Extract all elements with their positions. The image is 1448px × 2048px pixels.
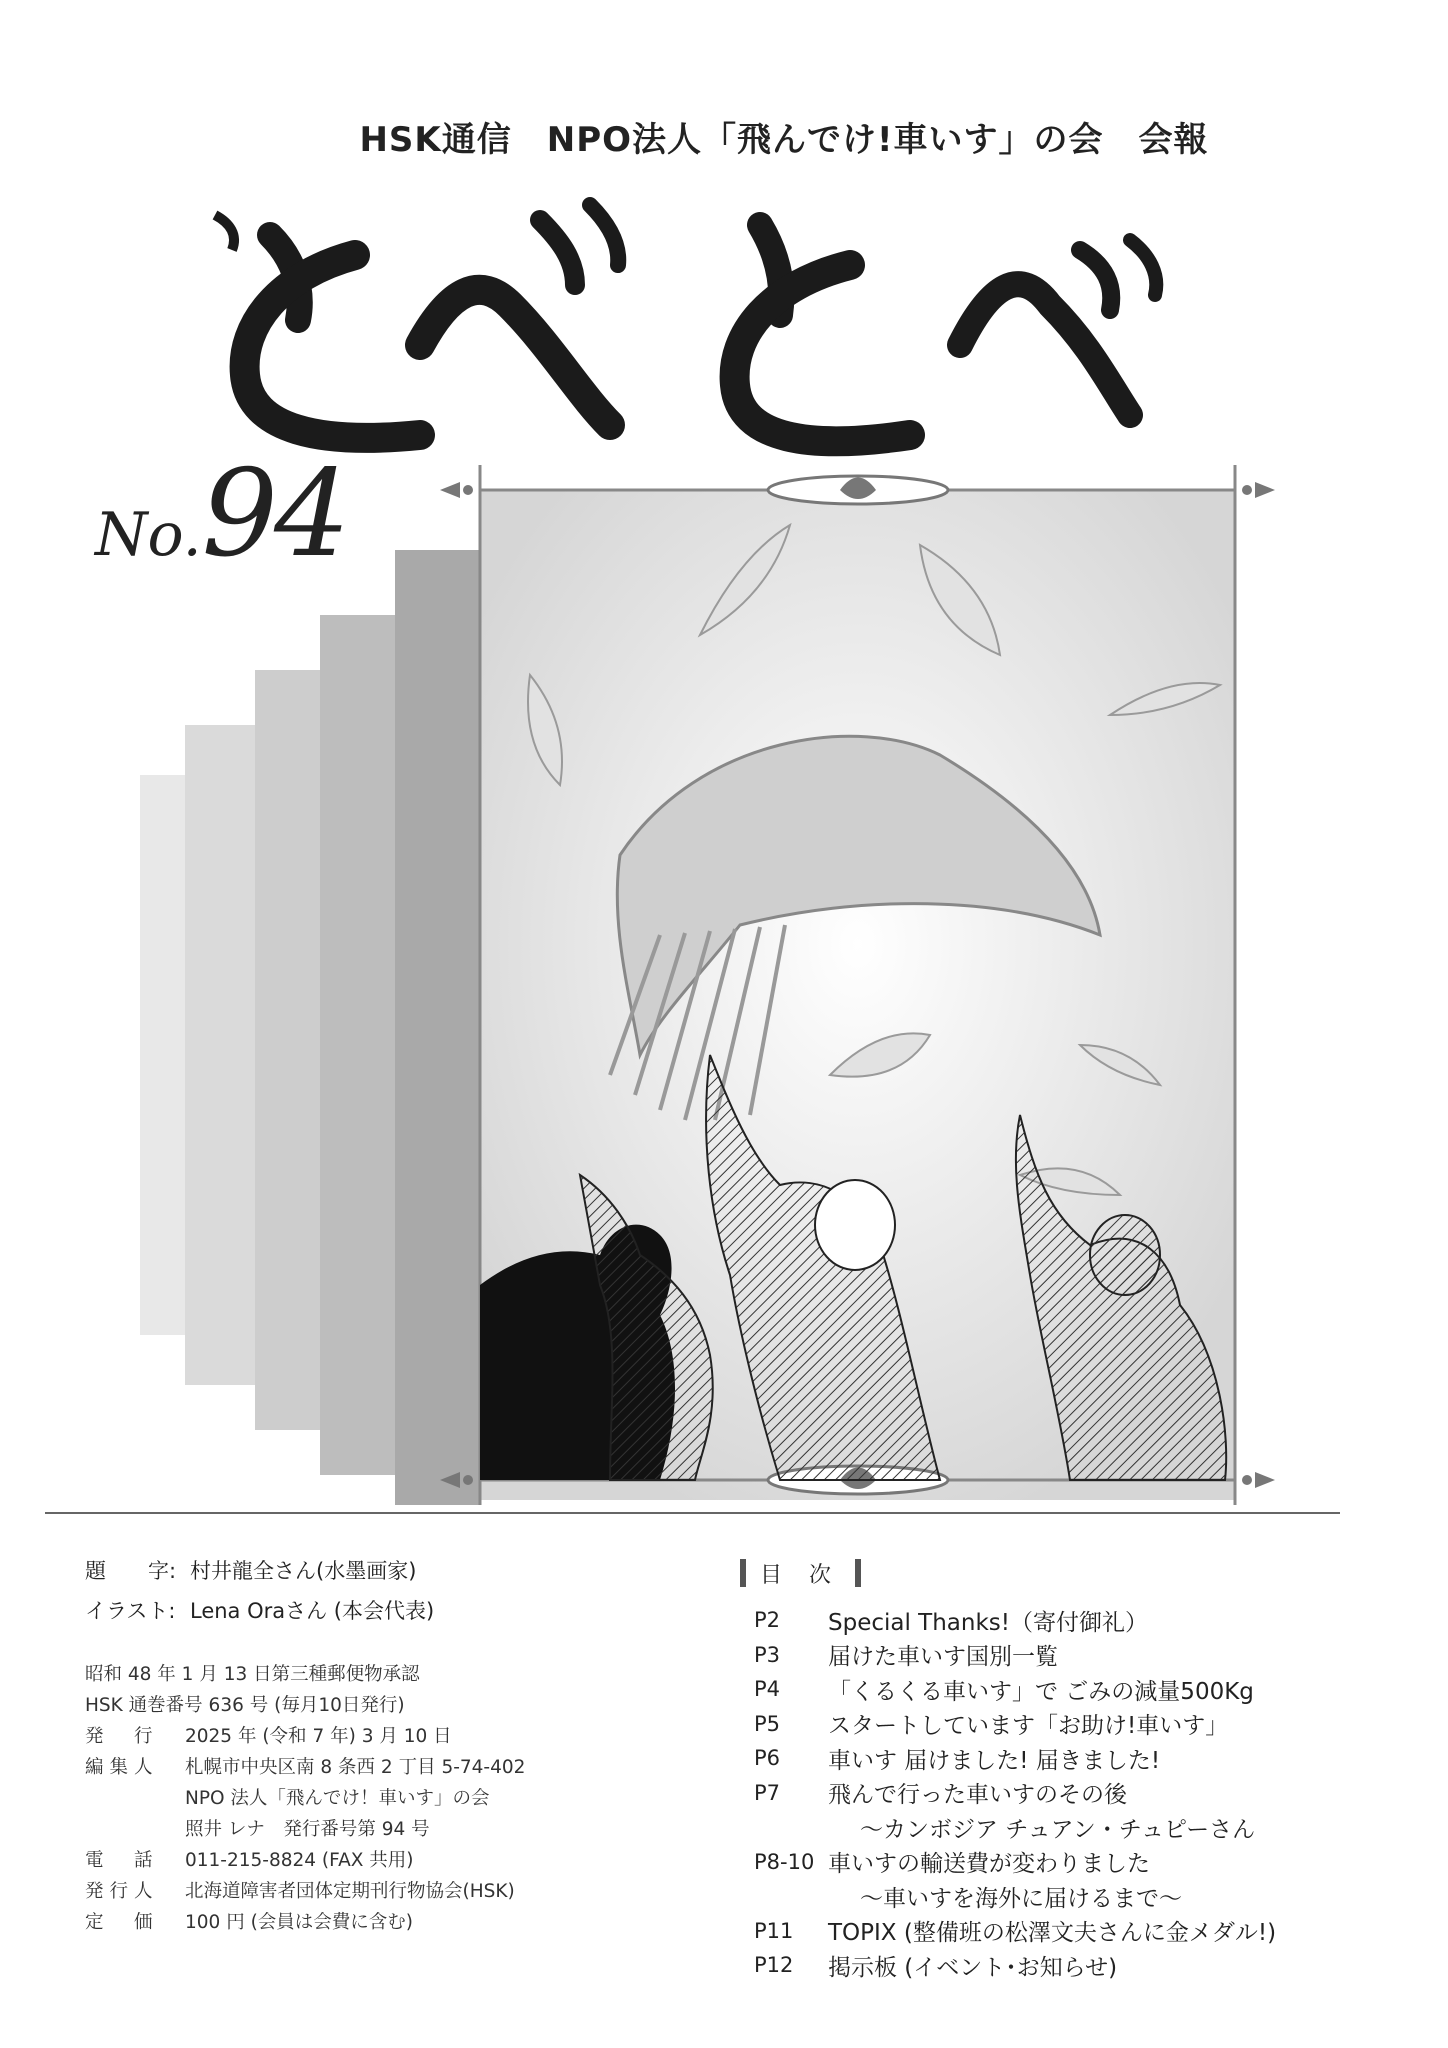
toc-title-text: 車いす 届けました! 届きました! xyxy=(828,1747,1161,1774)
toc-item-subtitle xyxy=(740,1810,1276,1845)
toc-title-text: 掲示板 (イベント･お知らせ) xyxy=(828,1954,1118,1981)
toc-item[interactable] xyxy=(740,1741,1276,1776)
toc-page: P4 xyxy=(754,1677,781,1702)
toc-item[interactable] xyxy=(740,1603,1276,1638)
toc-title-text: スタートしています「お助け!車いす」 xyxy=(828,1713,1229,1740)
toc-title-text: 「くるくる車いす」で ごみの減量500Kg xyxy=(828,1678,1254,1705)
issue-number-value: 94 xyxy=(201,445,347,584)
issue-prefix: No. xyxy=(95,500,202,570)
credit-value: 村井龍全さん(水墨画家) xyxy=(190,1559,417,1583)
phone-number: 011-215-8824 (FAX 共用) xyxy=(185,1850,414,1871)
price: 100 円 (会員は会費に含む) xyxy=(185,1912,414,1933)
toc-item[interactable] xyxy=(740,1914,1276,1949)
credit-illustration xyxy=(85,1595,434,1635)
credit-label: イラスト: xyxy=(85,1599,176,1623)
toc-title-text: 届けた車いす国別一覧 xyxy=(828,1644,1058,1671)
serial-number: HSK 通巻番号 636 号 (毎月10日発行) xyxy=(85,1695,405,1716)
credit-value: Lena Oraさん (本会代表) xyxy=(190,1599,435,1623)
toc-subtitle-text: ～カンボジア チュアン・チュピーさん xyxy=(860,1816,1256,1843)
toc-title: 目 次 xyxy=(760,1562,841,1588)
toc-item[interactable] xyxy=(740,1638,1276,1673)
editor-name: 照井 レナ 発行番号第 94 号 xyxy=(185,1819,430,1840)
table-of-contents xyxy=(740,1555,1276,1983)
info-label: 定 価 xyxy=(85,1912,159,1933)
postal-approval: 昭和 48 年 1 月 13 日第三種郵便物承認 xyxy=(85,1664,420,1685)
toc-title-text: TOPIX (整備班の松澤文夫さんに金メダル!) xyxy=(828,1920,1277,1947)
credit-label: 題 字: xyxy=(85,1559,177,1583)
newsletter-header: HSK通信 NPO法人「飛んでけ!車いす」の会 会報 xyxy=(359,120,1209,160)
editor-org: NPO 法人「飛んでけ！車いす」の会 xyxy=(185,1788,490,1809)
toc-page: P3 xyxy=(754,1642,781,1667)
toc-page: P2 xyxy=(754,1608,781,1633)
toc-page: P5 xyxy=(754,1711,781,1736)
toc-title-text: Special Thanks!（寄付御礼） xyxy=(828,1609,1149,1636)
info-label: 編集人 xyxy=(85,1757,159,1778)
toc-bar-left xyxy=(740,1559,746,1587)
info-label: 発行人 xyxy=(85,1881,159,1902)
toc-item[interactable] xyxy=(740,1948,1276,1983)
toc-page: P7 xyxy=(754,1780,781,1805)
issue-date: 2025 年 (令和 7 年) 3 月 10 日 xyxy=(185,1726,452,1747)
publisher: 北海道障害者団体定期刊行物協会(HSK) xyxy=(185,1881,515,1902)
toc-heading xyxy=(740,1555,1276,1591)
editor-address: 札幌市中央区南 8 条西 2 丁目 5-74-402 xyxy=(185,1757,526,1778)
info-label: 電 話 xyxy=(85,1850,159,1871)
toc-subtitle-text: ～車いすを海外に届けるまで～ xyxy=(860,1885,1182,1912)
toc-page: P6 xyxy=(754,1746,781,1771)
toc-page: P8-10 xyxy=(754,1849,815,1874)
toc-bar-right xyxy=(855,1559,861,1587)
cover-artwork xyxy=(140,455,1280,1505)
info-label: 発 行 xyxy=(85,1726,159,1747)
credit-calligraphy xyxy=(85,1555,434,1595)
toc-item-subtitle xyxy=(740,1879,1276,1914)
toc-item[interactable] xyxy=(740,1672,1276,1707)
credits xyxy=(85,1555,434,1635)
calligraphy-title-image xyxy=(120,195,1340,470)
toc-item[interactable] xyxy=(740,1776,1276,1811)
toc-title-text: 飛んで行った車いすのその後 xyxy=(828,1782,1127,1809)
toc-title-text: 車いすの輸送費が変わりました xyxy=(828,1851,1150,1878)
publication-info xyxy=(85,1660,525,1939)
toc-item[interactable] xyxy=(740,1707,1276,1742)
toc-page: P11 xyxy=(754,1918,794,1943)
section-divider xyxy=(45,1512,1340,1514)
toc-page: P12 xyxy=(754,1953,794,1978)
masthead-logo xyxy=(120,195,1340,470)
toc-item[interactable] xyxy=(740,1845,1276,1880)
cover-illustration xyxy=(140,455,1280,1505)
